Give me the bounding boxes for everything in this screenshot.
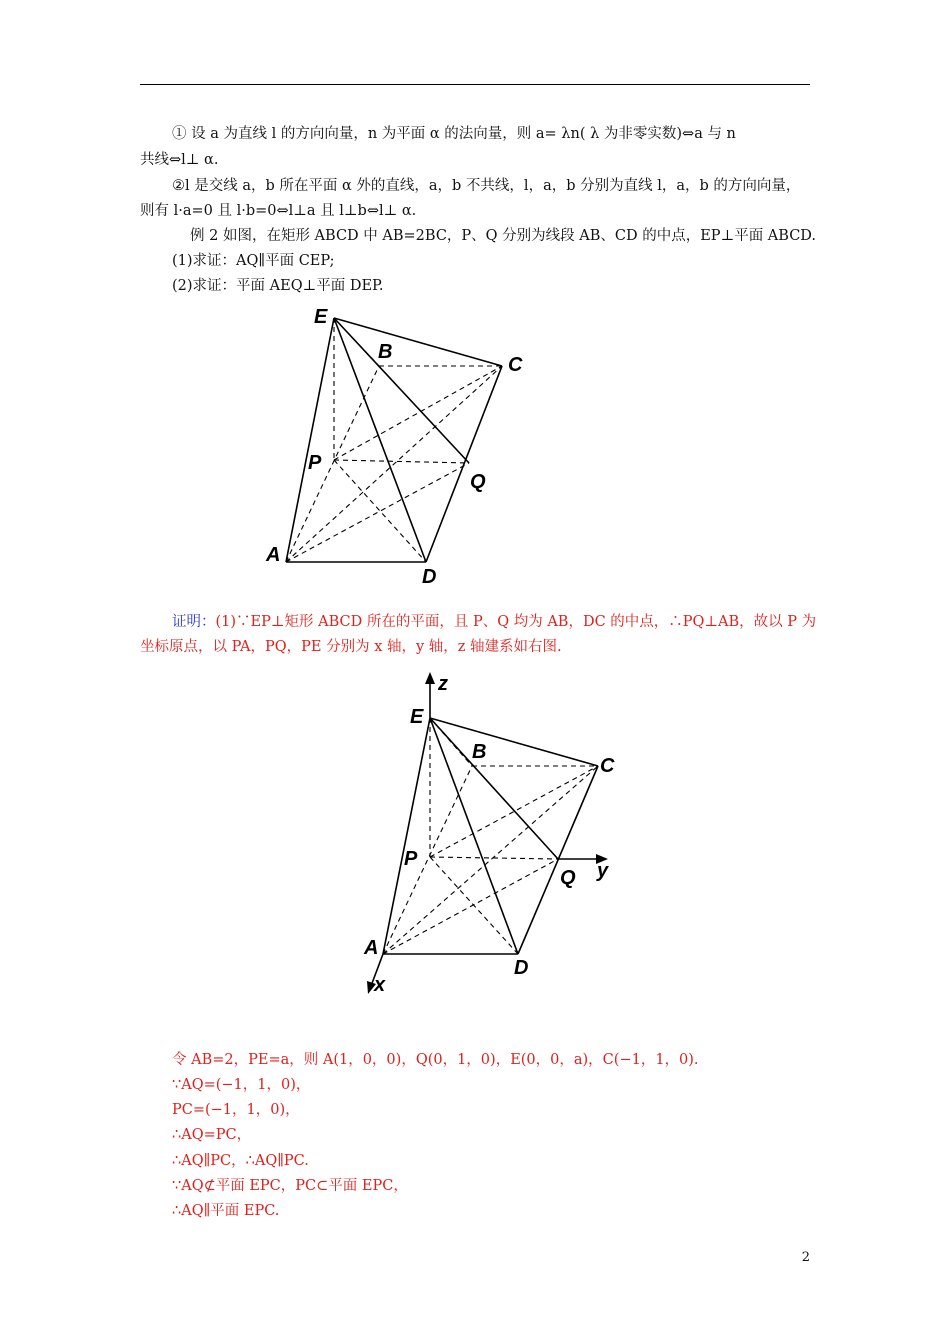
step-5: ∴AQ∥PC，∴AQ∥PC. bbox=[172, 1153, 309, 1169]
edge-DC bbox=[518, 766, 598, 954]
label-D: D bbox=[422, 566, 437, 588]
label-C: C bbox=[508, 354, 523, 376]
para1-line1: ① 设 a 为直线 l 的方向向量，n 为平面 α 的法向量，则 a= λn( λ 为非零实数)⇔a 与 n bbox=[172, 126, 736, 142]
page-number: 2 bbox=[801, 1250, 810, 1265]
question-2: (2)求证：平面 AEQ⊥平面 DEP. bbox=[172, 278, 384, 294]
label-D: D bbox=[514, 957, 529, 979]
proof-line2: 坐标原点，以 PA，PQ，PE 分别为 x 轴，y 轴，z 轴建系如右图. bbox=[140, 639, 562, 655]
edge-PD bbox=[430, 857, 518, 954]
step-6: ∵AQ⊄平面 EPC，PC⊂平面 EPC， bbox=[172, 1178, 408, 1194]
edge-AQ bbox=[383, 859, 558, 954]
para1-line2: 共线⇔l⊥ α. bbox=[140, 152, 219, 168]
label-z: z bbox=[438, 673, 448, 695]
step-1: 令 AB=2，PE=a，则 A(1，0，0)，Q(0，1，0)，E(0，0，a)，C(−1，1，0). bbox=[172, 1052, 699, 1068]
edge-AQ bbox=[286, 463, 469, 562]
example-title: 例 2 如图，在矩形 ABCD 中 AB=2BC，P、Q 分别为线段 AB、CD 的中点，EP⊥平面 ABCD. bbox=[190, 228, 817, 244]
edge-EA bbox=[383, 718, 430, 954]
label-P: P bbox=[404, 848, 418, 870]
label-Q: Q bbox=[560, 867, 576, 889]
step-3: PC=(−1，1，0)， bbox=[172, 1102, 300, 1118]
label-y: y bbox=[597, 860, 609, 882]
para2-line2: 则有 l·a=0 且 l·b=0⇔l⊥a 且 l⊥b⇔l⊥ α. bbox=[140, 203, 417, 219]
label-B: B bbox=[378, 341, 393, 363]
edge-EC bbox=[430, 718, 598, 766]
label-B: B bbox=[472, 741, 487, 763]
header-rule bbox=[140, 84, 810, 85]
proof-line1-text: (1)∵EP⊥矩形 ABCD 所在的平面，且 P、Q 均为 AB，DC 的中点，∴PQ⊥AB，故以 P 为 bbox=[215, 614, 817, 630]
edge-DC bbox=[426, 366, 502, 562]
label-P: P bbox=[308, 452, 322, 474]
z-arrow bbox=[425, 672, 435, 684]
label-A: A bbox=[266, 544, 281, 566]
step-7: ∴AQ∥平面 EPC. bbox=[172, 1203, 280, 1219]
proof-lead: 证明： bbox=[172, 614, 216, 630]
figure-1-pyramid bbox=[262, 303, 537, 590]
label-A: A bbox=[364, 937, 379, 959]
label-x: x bbox=[374, 974, 386, 996]
edge-PD bbox=[334, 460, 426, 562]
edge-PC bbox=[334, 366, 502, 460]
para2-line1: ②l 是交线 a，b 所在平面 α 外的直线，a，b 不共线，l，a，b 分别为直线 l，a，b 的方向向量， bbox=[172, 178, 801, 194]
label-Q: Q bbox=[470, 471, 486, 493]
label-C: C bbox=[600, 755, 615, 777]
step-2: ∵AQ=(−1，1，0)， bbox=[172, 1077, 311, 1093]
question-1: (1)求证：AQ∥平面 CEP; bbox=[172, 253, 335, 269]
edge-EC bbox=[334, 318, 502, 366]
proof-line1 bbox=[172, 612, 816, 632]
edge-AB bbox=[286, 366, 379, 562]
edge-EB bbox=[430, 718, 472, 766]
figure-2-coordinate-system bbox=[348, 668, 620, 998]
edge-PQ bbox=[334, 460, 469, 463]
step-4: ∴AQ=PC， bbox=[172, 1127, 252, 1143]
label-E: E bbox=[314, 306, 328, 328]
label-E: E bbox=[410, 706, 424, 728]
